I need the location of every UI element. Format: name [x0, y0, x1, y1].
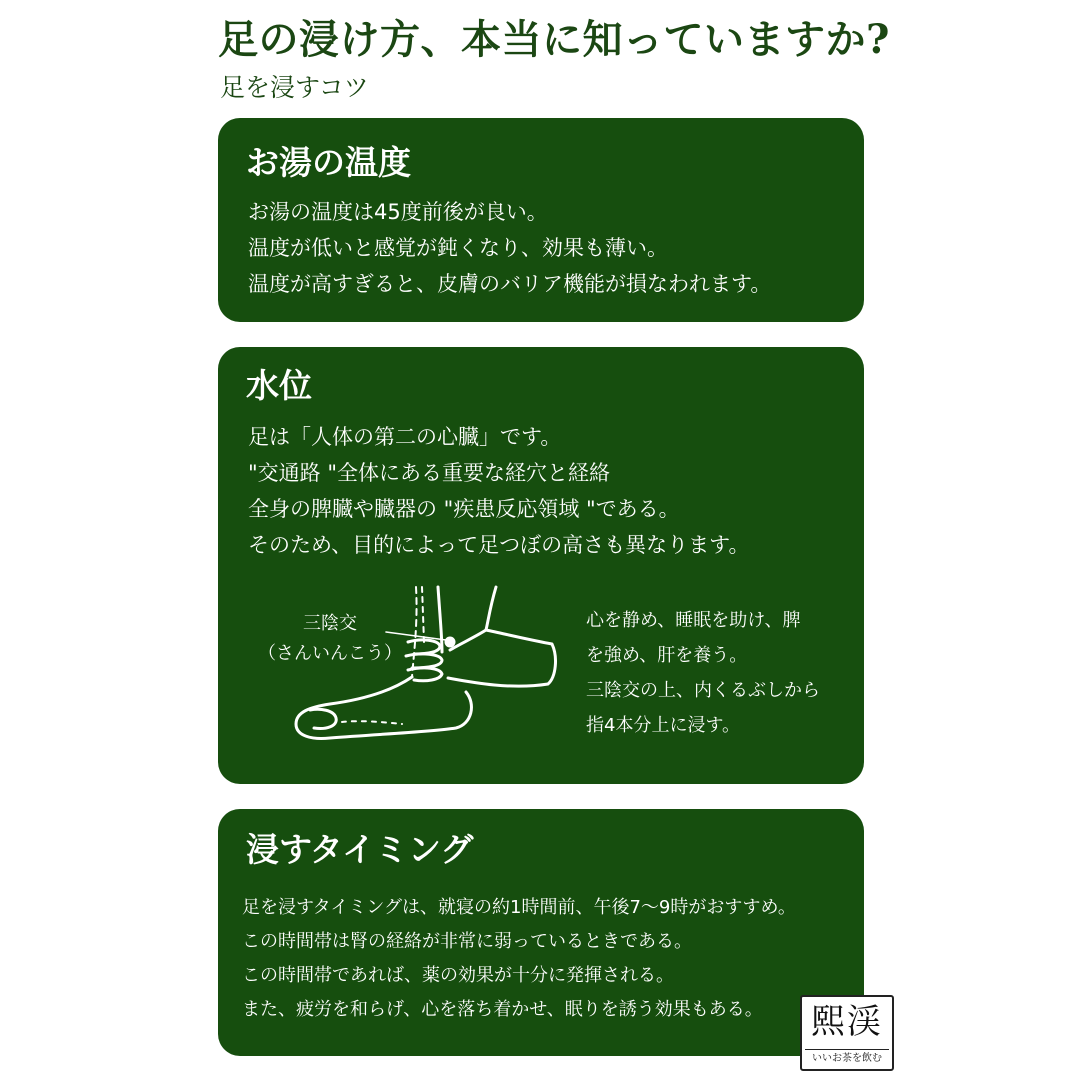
card-heading: お湯の温度	[246, 143, 411, 182]
text-line: この時間帯であれば、薬の効果が十分に発揮される。	[242, 965, 674, 986]
text-line: この時間帯は腎の経絡が非常に弱っているときである。	[242, 931, 692, 952]
card-timing	[218, 809, 864, 1056]
card-water-level	[218, 347, 864, 784]
text-line: 足は「人体の第二の心臓」です。	[248, 425, 562, 449]
stamp-main-text: 熙渓	[811, 1002, 883, 1042]
text-line: そのため、目的によって足つぼの高さも異なります。	[248, 533, 750, 557]
text-line: 温度が低いと感覚が鈍くなり、効果も薄い。	[248, 236, 668, 260]
text-line: 全身の脾臓や臓器の "疾患反応領域 "である。	[248, 497, 680, 521]
text-line: 心を静め、睡眠を助け、脾	[586, 610, 801, 631]
text-line: 温度が高すぎると、皮膚のバリア機能が損なわれます。	[248, 272, 772, 296]
text-line: 足を浸すタイミングは、就寝の約1時間前、午後7〜9時がおすすめ。	[242, 897, 796, 918]
text-line: また、疲労を和らげ、心を落ち着かせ、眠りを誘う効果もある。	[242, 999, 763, 1020]
page-title: 足の浸け方、本当に知っていますか?	[218, 16, 890, 63]
text-line: お湯の温度は45度前後が良い。	[248, 200, 548, 224]
brand-stamp-logo	[800, 995, 894, 1071]
card-heading: 水位	[246, 366, 312, 405]
acupoint-reading: （さんいんこう）	[258, 643, 402, 664]
card-water-temperature	[218, 118, 864, 322]
stamp-sub-text: いいお茶を飲む	[805, 1049, 889, 1066]
page-subtitle: 足を浸すコツ	[220, 73, 369, 102]
text-line: 指4本分上に浸す。	[586, 715, 741, 736]
card-body	[248, 194, 771, 302]
text-line: 三陰交の上、内くるぶしから	[586, 680, 820, 701]
card-heading: 浸すタイミング	[246, 830, 474, 869]
acupoint-name: 三陰交	[303, 613, 357, 634]
text-line: "交通路 "全体にある重要な経穴と経絡	[248, 461, 610, 485]
text-line: を強め、肝を養う。	[586, 645, 748, 666]
acupoint-label	[258, 609, 402, 669]
card-body	[242, 891, 796, 1027]
card-body	[248, 419, 749, 563]
acupoint-effects	[586, 603, 820, 743]
